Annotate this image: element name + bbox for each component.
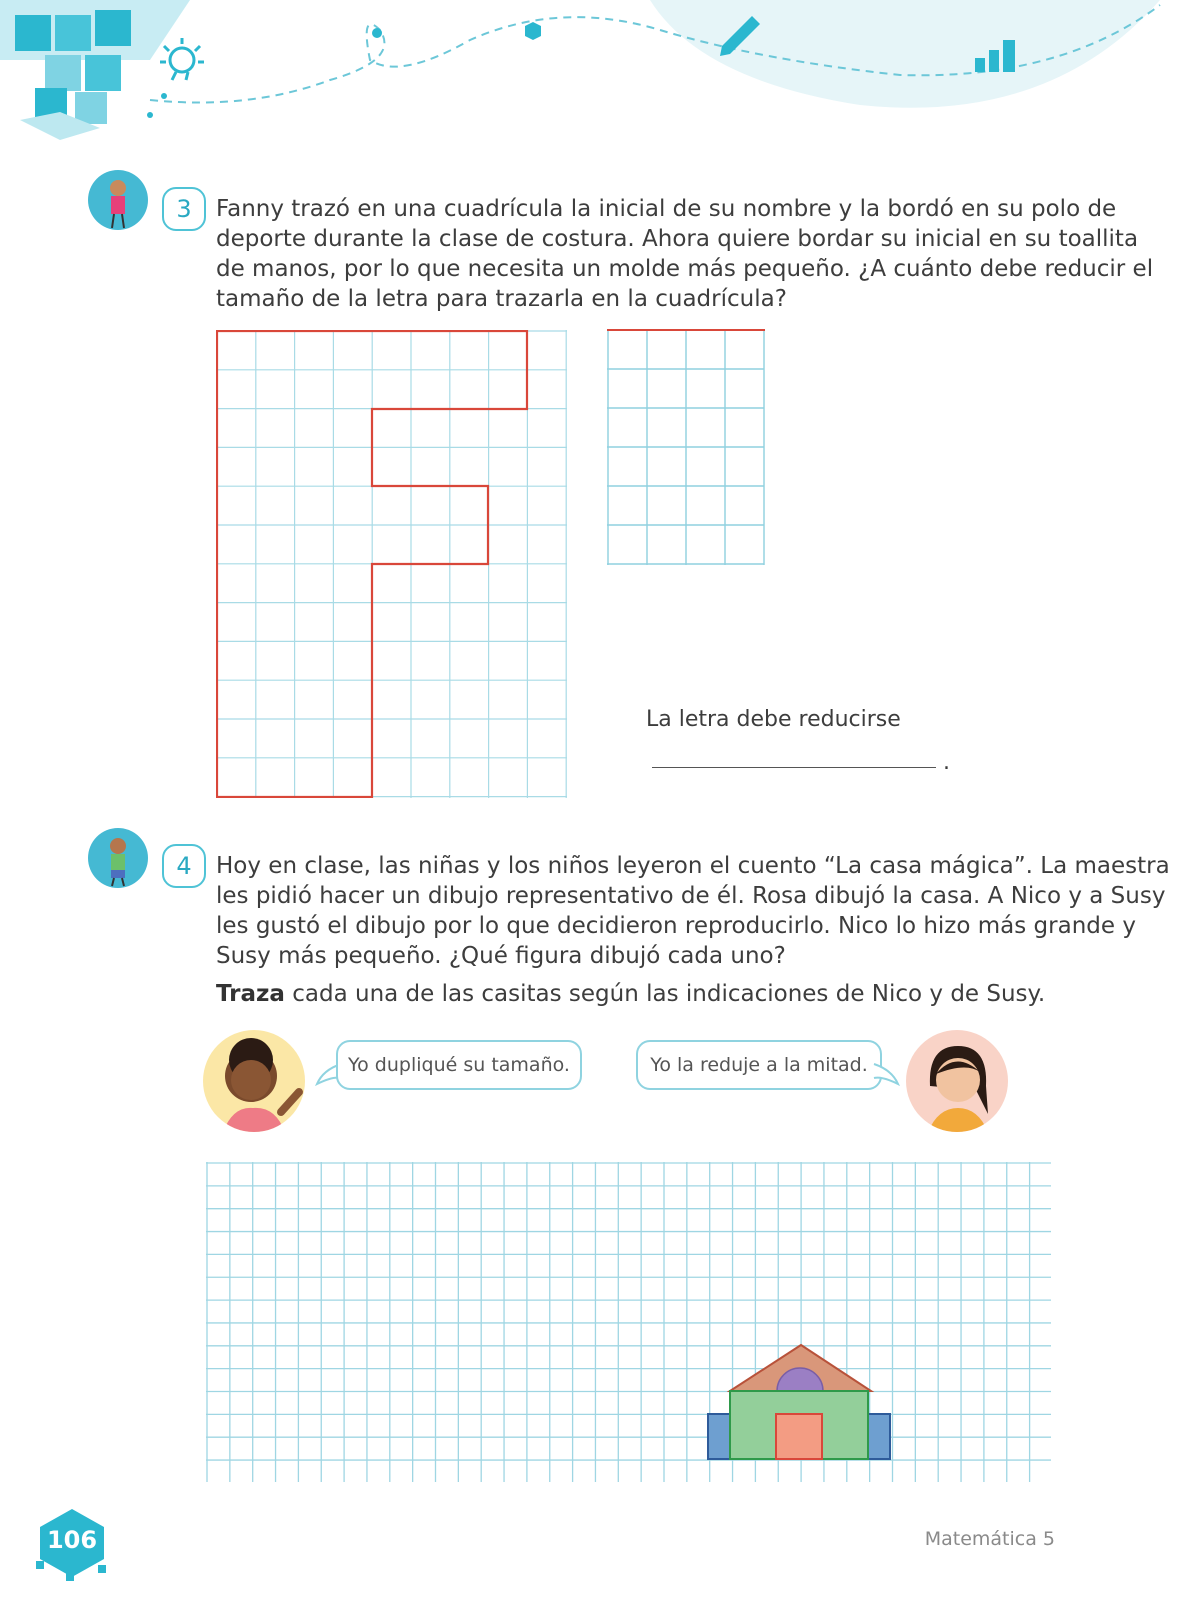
small-grid bbox=[607, 329, 765, 565]
exercise-4-text bbox=[216, 851, 1170, 971]
girl-avatar bbox=[88, 170, 148, 230]
exercise-4-instruction bbox=[216, 979, 1045, 1009]
bottom-grid bbox=[206, 1162, 1052, 1482]
nico-avatar bbox=[203, 1030, 305, 1132]
instruction-verb: Traza bbox=[216, 981, 285, 1007]
house-door bbox=[776, 1414, 822, 1459]
answer-line[interactable] bbox=[652, 767, 936, 768]
susy-bubble-tail bbox=[872, 1060, 900, 1086]
exercise-3-text bbox=[216, 194, 1153, 314]
answer-period: . bbox=[943, 750, 950, 775]
text-line: les pidió hacer un dibujo representativo de él. Rosa dibujó la casa. A Nico y a Susy bbox=[216, 883, 1166, 909]
text-line: Susy más pequeño. ¿Qué figura dibujó cada uno? bbox=[216, 943, 786, 969]
boy-avatar bbox=[88, 828, 148, 888]
house-drawing bbox=[708, 1345, 890, 1459]
text-line: Hoy en clase, las niñas y los niños leyeron el cuento “La casa mágica”. La maestra bbox=[216, 853, 1170, 879]
house-right-side bbox=[868, 1414, 890, 1459]
instruction-text: cada una de las casitas según las indicaciones de Nico y de Susy. bbox=[284, 981, 1046, 1007]
text-line: tamaño de la letra para trazarla en la cuadrícula? bbox=[216, 286, 787, 312]
header-decoration bbox=[0, 0, 1193, 150]
answer-prompt: La letra debe reducirse bbox=[646, 707, 901, 732]
text-line: les gustó el dibujo por lo que decidieron reproducirlo. Nico lo hizo más grande y bbox=[216, 913, 1136, 939]
house-left-side bbox=[708, 1414, 730, 1459]
lightbulb-icon bbox=[160, 38, 204, 80]
cube-icon bbox=[525, 22, 541, 40]
text-line: de manos, por lo que necesita un molde más pequeño. ¿A cuánto debe reducir el bbox=[216, 256, 1154, 282]
text-line: Fanny trazó en una cuadrícula la inicial de su nombre y la bordó en su polo de bbox=[216, 196, 1117, 222]
nico-speech-bubble: Yo dupliqué su tamaño. bbox=[336, 1040, 582, 1090]
exercise-3-number: 3 bbox=[162, 187, 206, 231]
page-number: 106 bbox=[46, 1526, 98, 1554]
susy-avatar bbox=[906, 1030, 1008, 1132]
large-grid-letter-f bbox=[216, 330, 568, 798]
book-title: Matemática 5 bbox=[924, 1528, 1055, 1550]
cubes-icon bbox=[0, 0, 190, 140]
exercise-4-number: 4 bbox=[162, 844, 206, 888]
susy-speech-bubble: Yo la reduje a la mitad. bbox=[636, 1040, 882, 1090]
text-line: deporte durante la clase de costura. Ahora quiere bordar su inicial en su toallita bbox=[216, 226, 1139, 252]
